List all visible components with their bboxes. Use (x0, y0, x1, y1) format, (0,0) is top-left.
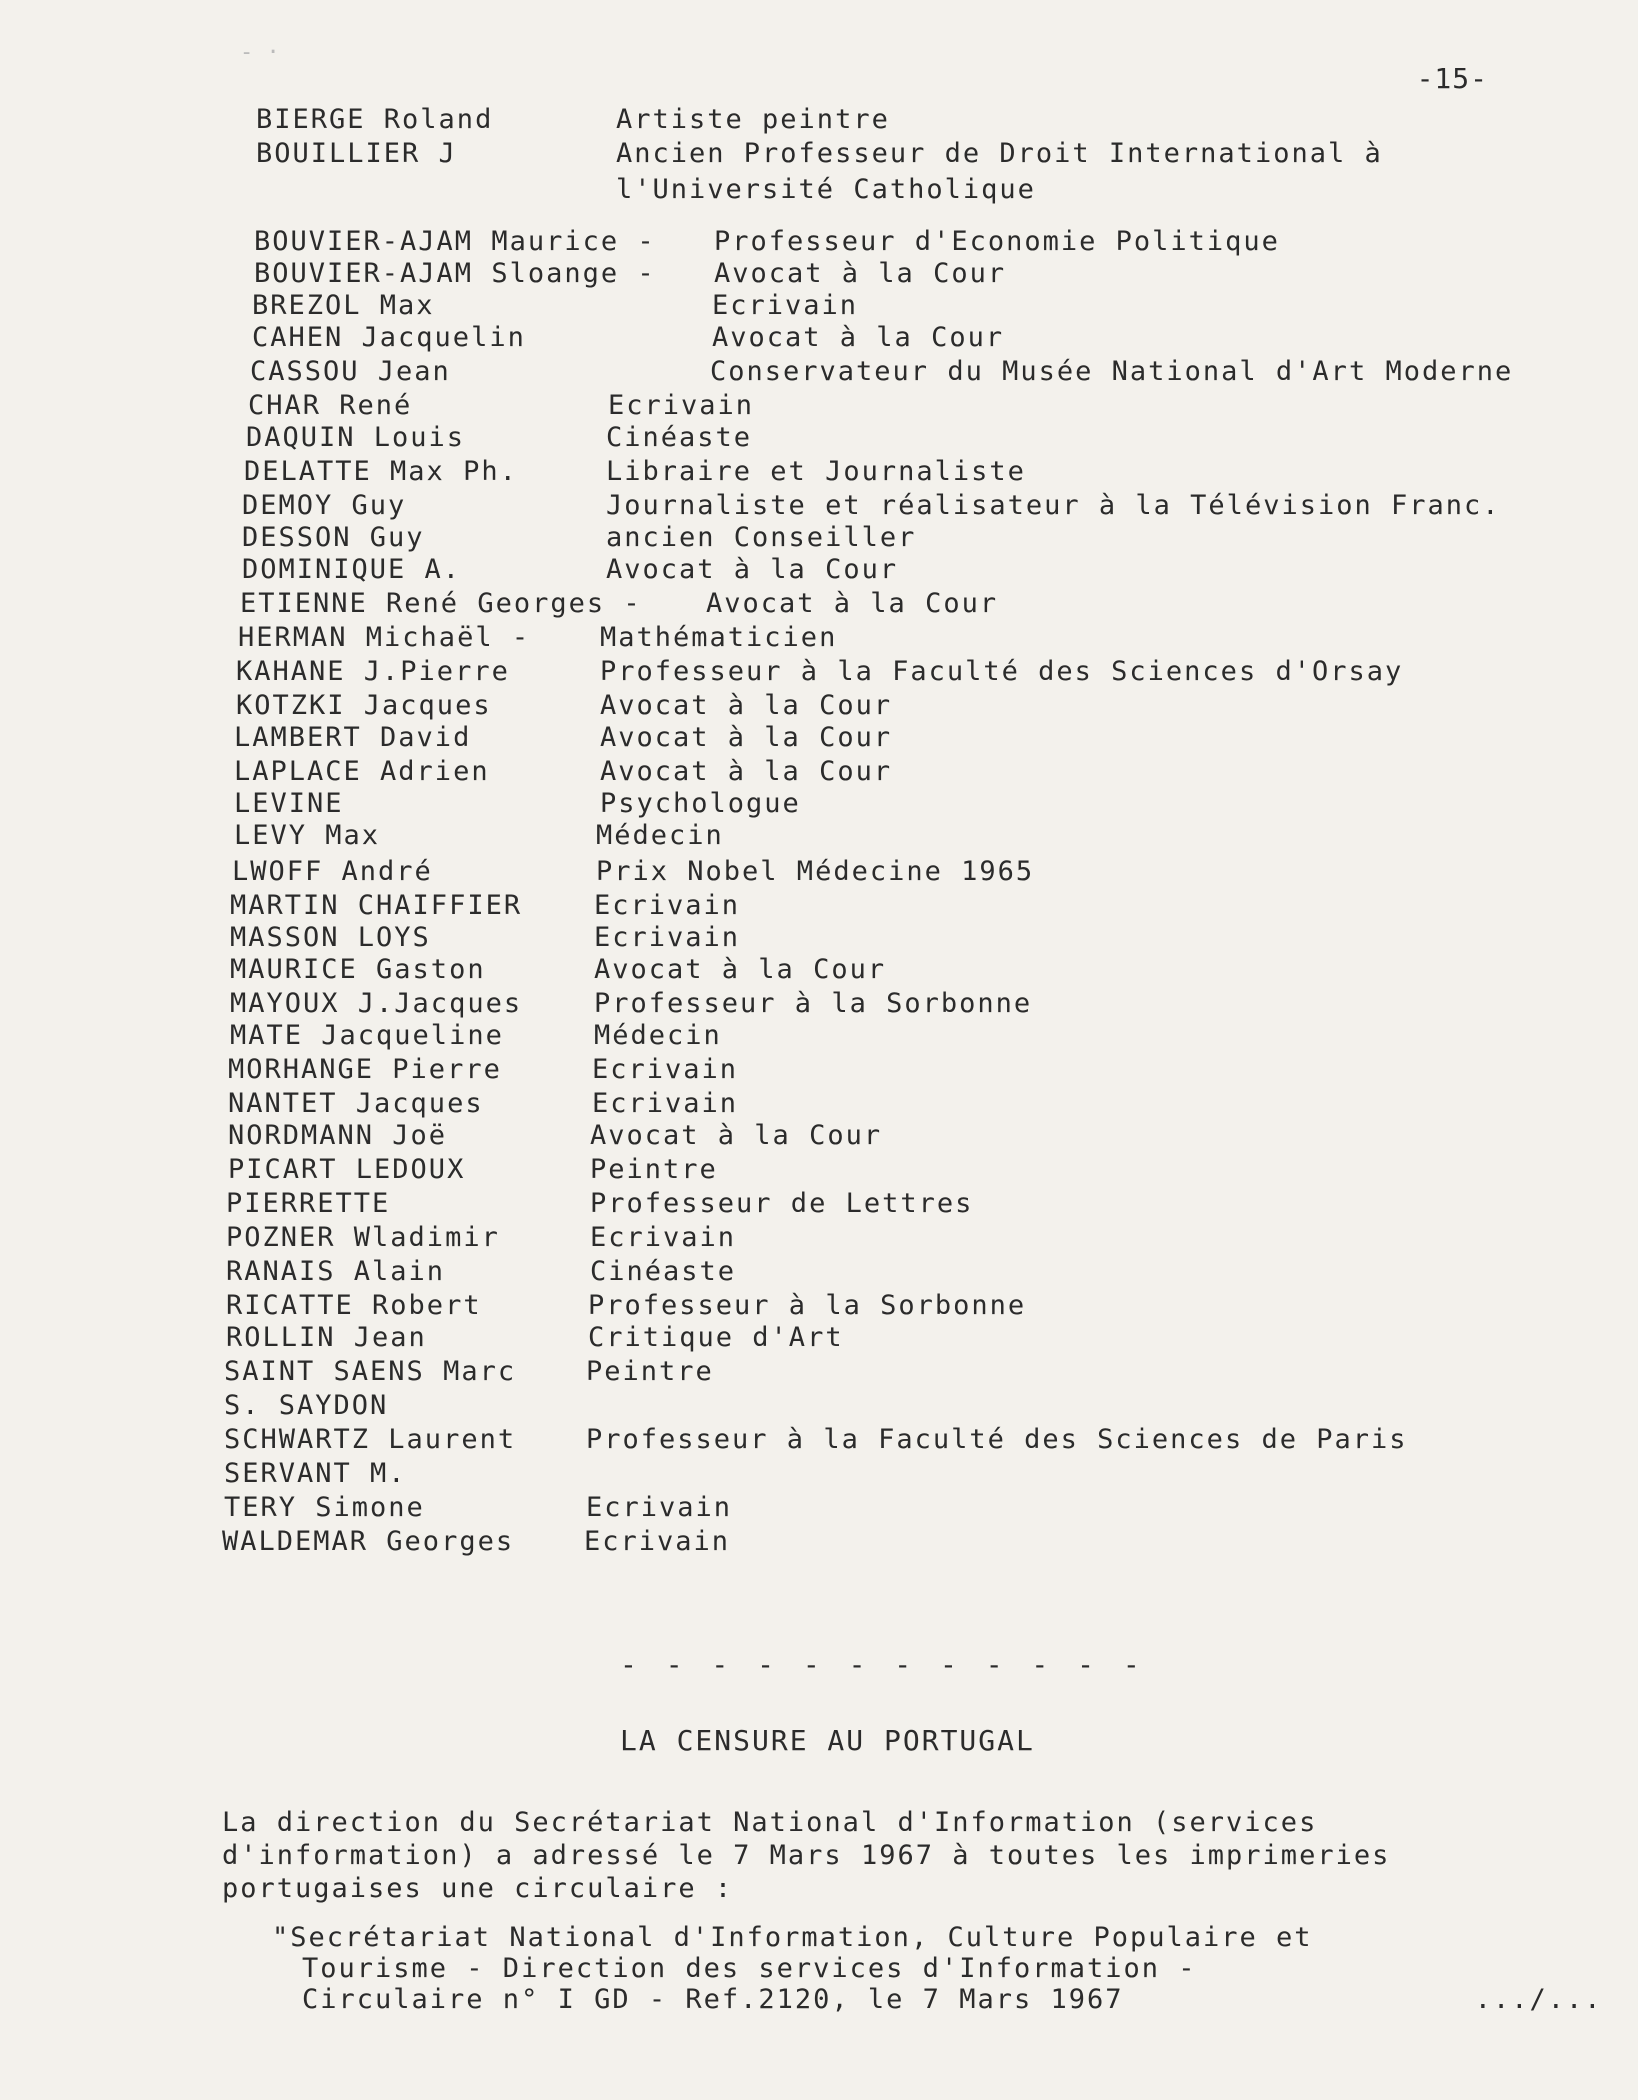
signatory-name: S. SAYDON (224, 1390, 389, 1421)
signatory-name: CHAR René (248, 390, 413, 421)
signatory-occupation: Avocat à la Cour (600, 722, 893, 753)
signatory-name: RICATTE Robert (226, 1290, 482, 1321)
signatory-name: HERMAN Michaël - (238, 622, 531, 653)
signatory-occupation: Artiste peintre (616, 104, 890, 135)
signatory-name: MAURICE Gaston (230, 954, 486, 985)
signatory-occupation: Peintre (590, 1154, 718, 1185)
signatory-name: LAMBERT David (234, 722, 472, 753)
signatory-name: BIERGE Roland (256, 104, 494, 135)
signatory-occupation: Critique d'Art (588, 1322, 844, 1353)
circular-quote (272, 1922, 1603, 2015)
signatory-name: CAHEN Jacquelin (252, 322, 526, 353)
signatory-occupation: Ecrivain (584, 1526, 731, 1557)
signatory-occupation: Ecrivain (594, 922, 741, 953)
signatory-name: RANAIS Alain (226, 1256, 446, 1287)
signatory-name: LWOFF André (232, 856, 433, 887)
signatory-occupation: Ecrivain (594, 890, 741, 921)
signatory-occupation: Avocat à la Cour (590, 1120, 883, 1151)
signatory-occupation: Psychologue (600, 788, 801, 819)
signatory-name: POZNER Wladimir (226, 1222, 500, 1253)
signatory-name: ROLLIN Jean (226, 1322, 427, 1353)
signatory-occupation: Ecrivain (712, 290, 859, 321)
signatory-name: KOTZKI Jacques (236, 690, 492, 721)
signatory-name: SAINT SAENS Marc (224, 1356, 517, 1387)
signatory-name: DELATTE Max Ph. (244, 456, 518, 487)
signatory-name: MAYOUX J.Jacques (230, 988, 523, 1019)
section-heading: LA CENSURE AU PORTUGAL (620, 1724, 1035, 1757)
quote-line: Tourisme - Direction des services d'Information - (302, 1953, 1197, 1984)
signatory-occupation: Professeur à la Sorbonne (588, 1290, 1027, 1321)
signatory-name: NANTET Jacques (228, 1088, 484, 1119)
paragraph-line: portugaises une circulaire : (222, 1873, 734, 1904)
signatory-occupation: Conservateur du Musée National d'Art Moderne (710, 356, 1514, 387)
signatory-name: MATE Jacqueline (230, 1020, 504, 1051)
signatory-occupation: Professeur d'Economie Politique (714, 226, 1280, 257)
signatory-name: DOMINIQUE A. (242, 554, 462, 585)
signatory-occupation: Professeur à la Faculté des Sciences d'Orsay (600, 656, 1404, 687)
signatory-name: PIERRETTE (226, 1188, 391, 1219)
signatory-occupation: Professeur de Lettres (590, 1188, 974, 1219)
signatory-occupation: Peintre (586, 1356, 714, 1387)
signatory-name: DEMOY Guy (242, 490, 407, 521)
signatory-name: DAQUIN Louis (246, 422, 466, 453)
signatory-occupation: Ecrivain (592, 1088, 739, 1119)
signatory-name: MASSON LOYS (230, 922, 431, 953)
quote-line-last (272, 1984, 1603, 2015)
signatory-occupation: Journaliste et réalisateur à la Télévision Franc. (606, 490, 1501, 521)
signatory-name: LEVY Max (234, 820, 381, 851)
quote-line: Circulaire n° I GD - Ref.2120, le 7 Mars 1967 (302, 1984, 1124, 2015)
signatory-occupation: Avocat à la Cour (712, 322, 1005, 353)
signatory-occupation: Mathématicien (600, 622, 838, 653)
signatory-occupation: l'Université Catholique (616, 174, 1036, 205)
signatory-occupation: ancien Conseiller (606, 522, 917, 553)
signatory-occupation: Ecrivain (608, 390, 755, 421)
signatory-name: SERVANT M. (224, 1458, 407, 1489)
paragraph-line: d'information) a adressé le 7 Mars 1967 à toutes les imprimeries (222, 1840, 1391, 1871)
signatory-occupation: Cinéaste (606, 422, 753, 453)
signatory-occupation: Ecrivain (586, 1492, 733, 1523)
signatory-name: SCHWARTZ Laurent (224, 1424, 517, 1455)
signatory-occupation: Ecrivain (590, 1222, 737, 1253)
signatory-name: BOUVIER-AJAM Sloange - (254, 258, 656, 289)
signatory-name: KAHANE J.Pierre (236, 656, 510, 687)
signatory-name: CASSOU Jean (250, 356, 451, 387)
continuation-mark: .../... (1474, 1984, 1603, 2015)
quote-line: "Secrétariat National d'Information, Culture Populaire et (272, 1922, 1313, 1953)
signatory-occupation: Avocat à la Cour (606, 554, 899, 585)
signatory-name: BOUILLIER J (256, 138, 457, 169)
intro-paragraph (222, 1806, 1522, 1905)
signatory-occupation: Avocat à la Cour (714, 258, 1007, 289)
signatory-occupation: Avocat à la Cour (600, 690, 893, 721)
signatory-occupation: Médecin (596, 820, 724, 851)
signatory-occupation: Avocat à la Cour (594, 954, 887, 985)
signatory-occupation: Ancien Professeur de Droit International à (616, 138, 1383, 169)
signatory-occupation: Avocat à la Cour (706, 588, 999, 619)
page-number: -15- (1416, 62, 1488, 95)
signatory-name: NORDMANN Joë (228, 1120, 448, 1151)
signatory-occupation: Médecin (594, 1020, 722, 1051)
section-separator: - - - - - - - - - - - - (620, 1648, 1146, 1681)
top-margin-mark: - · (240, 40, 280, 65)
signatory-name: MARTIN CHAIFFIER (230, 890, 523, 921)
signatory-name: TERY Simone (224, 1492, 425, 1523)
signatory-occupation: Professeur à la Sorbonne (594, 988, 1033, 1019)
signatory-name: BOUVIER-AJAM Maurice - (254, 226, 656, 257)
signatory-occupation: Professeur à la Faculté des Sciences de Paris (586, 1424, 1408, 1455)
signatory-occupation: Libraire et Journaliste (606, 456, 1026, 487)
paragraph-line: La direction du Secrétariat National d'Information (services (222, 1807, 1318, 1838)
signatory-name: ETIENNE René Georges - (240, 588, 642, 619)
signatory-name: WALDEMAR Georges (222, 1526, 515, 1557)
signatory-name: PICART LEDOUX (228, 1154, 466, 1185)
signatory-occupation: Ecrivain (592, 1054, 739, 1085)
signatory-name: LAPLACE Adrien (234, 756, 490, 787)
signatory-name: DESSON Guy (242, 522, 425, 553)
signatory-occupation: Prix Nobel Médecine 1965 (596, 856, 1035, 887)
signatory-occupation: Cinéaste (590, 1256, 737, 1287)
signatory-name: BREZOL Max (252, 290, 435, 321)
signatory-name: LEVINE (234, 788, 344, 819)
signatory-occupation: Avocat à la Cour (600, 756, 893, 787)
signatory-name: MORHANGE Pierre (228, 1054, 502, 1085)
